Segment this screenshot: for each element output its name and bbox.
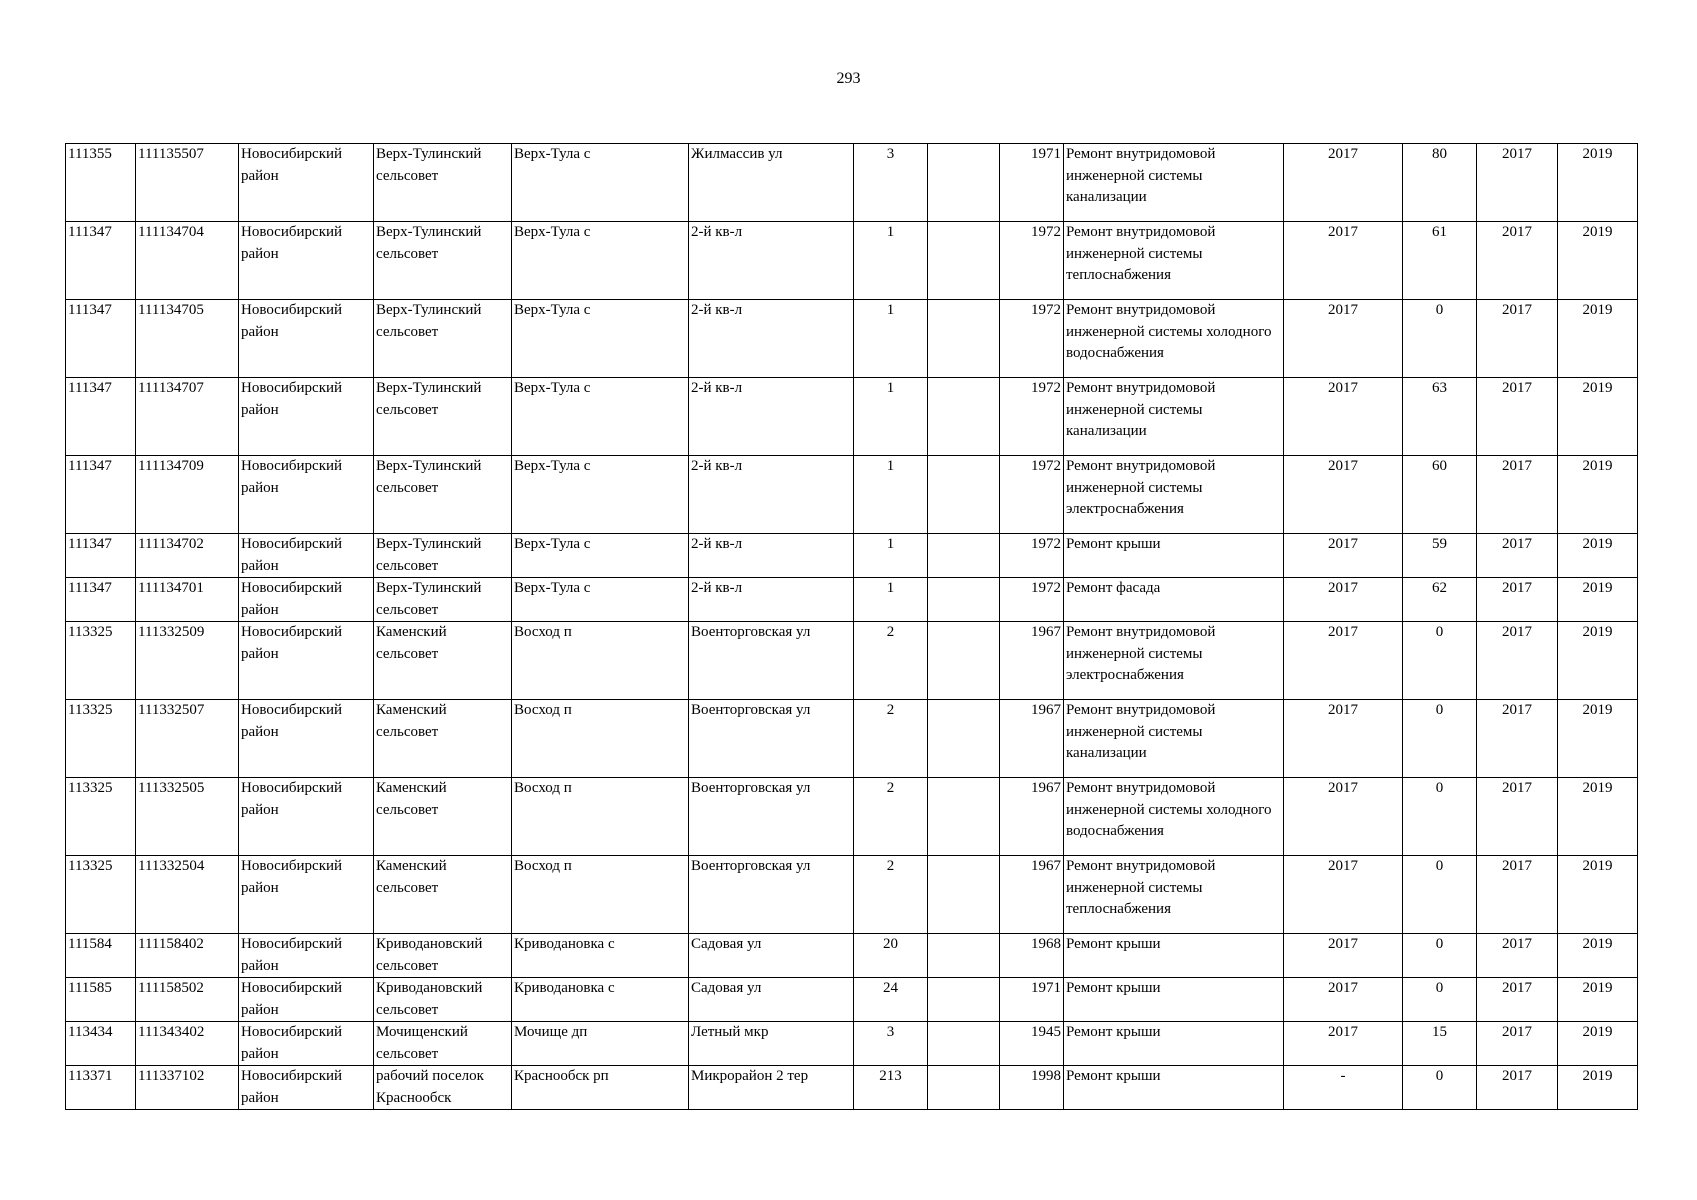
cell-year-1: 2017 xyxy=(1284,934,1403,978)
cell-locality: Восход п xyxy=(512,700,689,778)
cell-work-type: Ремонт внутридомовой инженерной системы холодного водоснабжения xyxy=(1064,300,1284,378)
cell-locality: Восход п xyxy=(512,778,689,856)
cell-district: Новосибирский район xyxy=(239,456,374,534)
cell-year-end: 2019 xyxy=(1558,934,1638,978)
page-number: 293 xyxy=(836,70,861,87)
cell-year-end: 2019 xyxy=(1558,578,1638,622)
cell-building xyxy=(928,456,1000,534)
cell-year-built: 1972 xyxy=(1000,534,1064,578)
cell-year-1: 2017 xyxy=(1284,978,1403,1022)
cell-settlement: Верх-Тулинский сельсовет xyxy=(374,534,512,578)
cell-work-type: Ремонт крыши xyxy=(1064,1066,1284,1110)
cell-year-1: 2017 xyxy=(1284,578,1403,622)
cell-street: Летный мкр xyxy=(689,1022,854,1066)
cell-year-end: 2019 xyxy=(1558,222,1638,300)
cell-house-id: 113325 xyxy=(66,622,136,700)
cell-locality: Верх-Тула с xyxy=(512,378,689,456)
cell-value: 0 xyxy=(1403,978,1477,1022)
cell-work-id: 111134707 xyxy=(136,378,239,456)
cell-house-id: 113325 xyxy=(66,778,136,856)
cell-house-number: 213 xyxy=(854,1066,928,1110)
cell-value: 60 xyxy=(1403,456,1477,534)
cell-street: Военторговская ул xyxy=(689,856,854,934)
cell-work-type: Ремонт крыши xyxy=(1064,934,1284,978)
cell-year-built: 1972 xyxy=(1000,456,1064,534)
cell-value: 0 xyxy=(1403,934,1477,978)
cell-house-id: 111347 xyxy=(66,222,136,300)
cell-year-start: 2017 xyxy=(1477,856,1558,934)
cell-district: Новосибирский район xyxy=(239,534,374,578)
cell-work-id: 111134702 xyxy=(136,534,239,578)
cell-year-start: 2017 xyxy=(1477,1022,1558,1066)
cell-district: Новосибирский район xyxy=(239,700,374,778)
cell-street: Военторговская ул xyxy=(689,622,854,700)
table-row xyxy=(66,300,1638,378)
cell-settlement: Каменский сельсовет xyxy=(374,622,512,700)
table-row xyxy=(66,578,1638,622)
cell-street: 2-й кв-л xyxy=(689,222,854,300)
cell-work-type: Ремонт крыши xyxy=(1064,1022,1284,1066)
cell-street: 2-й кв-л xyxy=(689,300,854,378)
cell-work-type: Ремонт внутридомовой инженерной системы холодного водоснабжения xyxy=(1064,778,1284,856)
table-row xyxy=(66,456,1638,534)
cell-work-type: Ремонт крыши xyxy=(1064,978,1284,1022)
cell-district: Новосибирский район xyxy=(239,934,374,978)
cell-street: 2-й кв-л xyxy=(689,578,854,622)
cell-year-1: 2017 xyxy=(1284,622,1403,700)
cell-building xyxy=(928,222,1000,300)
cell-year-end: 2019 xyxy=(1558,456,1638,534)
cell-house-id: 111347 xyxy=(66,534,136,578)
cell-district: Новосибирский район xyxy=(239,622,374,700)
cell-building xyxy=(928,622,1000,700)
cell-house-number: 20 xyxy=(854,934,928,978)
cell-building xyxy=(928,778,1000,856)
cell-year-1: 2017 xyxy=(1284,534,1403,578)
cell-street: 2-й кв-л xyxy=(689,534,854,578)
cell-house-id: 111347 xyxy=(66,578,136,622)
cell-house-number: 3 xyxy=(854,144,928,222)
cell-building xyxy=(928,534,1000,578)
cell-year-end: 2019 xyxy=(1558,300,1638,378)
cell-year-built: 1972 xyxy=(1000,378,1064,456)
cell-year-start: 2017 xyxy=(1477,934,1558,978)
cell-year-start: 2017 xyxy=(1477,1066,1558,1110)
cell-locality: Мочище дп xyxy=(512,1022,689,1066)
cell-house-number: 3 xyxy=(854,1022,928,1066)
cell-building xyxy=(928,1066,1000,1110)
cell-building xyxy=(928,578,1000,622)
cell-work-id: 111332505 xyxy=(136,778,239,856)
cell-settlement: Верх-Тулинский сельсовет xyxy=(374,456,512,534)
cell-settlement: Каменский сельсовет xyxy=(374,856,512,934)
cell-street: Военторговская ул xyxy=(689,700,854,778)
cell-year-end: 2019 xyxy=(1558,144,1638,222)
cell-house-number: 2 xyxy=(854,700,928,778)
cell-street: Жилмассив ул xyxy=(689,144,854,222)
cell-work-type: Ремонт внутридомовой инженерной системы теплоснабжения xyxy=(1064,856,1284,934)
cell-district: Новосибирский район xyxy=(239,1066,374,1110)
cell-value: 0 xyxy=(1403,700,1477,778)
cell-year-start: 2017 xyxy=(1477,778,1558,856)
cell-settlement: Верх-Тулинский сельсовет xyxy=(374,222,512,300)
cell-value: 0 xyxy=(1403,1066,1477,1110)
cell-house-number: 1 xyxy=(854,534,928,578)
cell-year-built: 1971 xyxy=(1000,978,1064,1022)
cell-building xyxy=(928,934,1000,978)
cell-year-end: 2019 xyxy=(1558,1066,1638,1110)
cell-value: 0 xyxy=(1403,778,1477,856)
cell-locality: Верх-Тула с xyxy=(512,222,689,300)
cell-year-built: 1968 xyxy=(1000,934,1064,978)
table-row xyxy=(66,778,1638,856)
cell-house-number: 2 xyxy=(854,622,928,700)
cell-year-start: 2017 xyxy=(1477,622,1558,700)
table-row xyxy=(66,622,1638,700)
cell-district: Новосибирский район xyxy=(239,378,374,456)
cell-settlement: рабочий поселок Краснообск xyxy=(374,1066,512,1110)
cell-settlement: Верх-Тулинский сельсовет xyxy=(374,378,512,456)
cell-year-1: - xyxy=(1284,1066,1403,1110)
cell-district: Новосибирский район xyxy=(239,778,374,856)
cell-year-start: 2017 xyxy=(1477,144,1558,222)
cell-house-number: 24 xyxy=(854,978,928,1022)
cell-year-built: 1998 xyxy=(1000,1066,1064,1110)
cell-year-built: 1972 xyxy=(1000,300,1064,378)
cell-year-start: 2017 xyxy=(1477,222,1558,300)
cell-work-id: 111332509 xyxy=(136,622,239,700)
cell-district: Новосибирский район xyxy=(239,300,374,378)
cell-work-id: 111134704 xyxy=(136,222,239,300)
cell-locality: Восход п xyxy=(512,622,689,700)
cell-locality: Верх-Тула с xyxy=(512,144,689,222)
cell-work-type: Ремонт крыши xyxy=(1064,534,1284,578)
cell-house-id: 111347 xyxy=(66,456,136,534)
cell-year-built: 1945 xyxy=(1000,1022,1064,1066)
table-row xyxy=(66,378,1638,456)
cell-work-id: 111134709 xyxy=(136,456,239,534)
cell-year-start: 2017 xyxy=(1477,578,1558,622)
table-row xyxy=(66,700,1638,778)
cell-work-id: 111332504 xyxy=(136,856,239,934)
cell-work-id: 111135507 xyxy=(136,144,239,222)
cell-year-end: 2019 xyxy=(1558,1022,1638,1066)
cell-settlement: Мочищенский сельсовет xyxy=(374,1022,512,1066)
table-row xyxy=(66,222,1638,300)
cell-year-1: 2017 xyxy=(1284,778,1403,856)
cell-work-type: Ремонт внутридомовой инженерной системы электроснабжения xyxy=(1064,622,1284,700)
cell-building xyxy=(928,378,1000,456)
cell-street: Садовая ул xyxy=(689,934,854,978)
cell-house-id: 111585 xyxy=(66,978,136,1022)
table-row xyxy=(66,1022,1638,1066)
cell-value: 0 xyxy=(1403,856,1477,934)
cell-work-id: 111134701 xyxy=(136,578,239,622)
cell-year-start: 2017 xyxy=(1477,300,1558,378)
cell-year-start: 2017 xyxy=(1477,456,1558,534)
cell-year-built: 1967 xyxy=(1000,700,1064,778)
cell-building xyxy=(928,1022,1000,1066)
cell-locality: Верх-Тула с xyxy=(512,534,689,578)
cell-house-id: 113434 xyxy=(66,1022,136,1066)
cell-year-end: 2019 xyxy=(1558,856,1638,934)
cell-house-number: 1 xyxy=(854,578,928,622)
cell-year-1: 2017 xyxy=(1284,300,1403,378)
cell-work-type: Ремонт внутридомовой инженерной системы канализации xyxy=(1064,700,1284,778)
cell-street: 2-й кв-л xyxy=(689,456,854,534)
cell-house-number: 1 xyxy=(854,300,928,378)
table-body xyxy=(66,144,1638,1110)
cell-work-type: Ремонт внутридомовой инженерной системы электроснабжения xyxy=(1064,456,1284,534)
cell-house-id: 113371 xyxy=(66,1066,136,1110)
cell-house-number: 2 xyxy=(854,778,928,856)
cell-building xyxy=(928,700,1000,778)
cell-locality: Верх-Тула с xyxy=(512,300,689,378)
cell-settlement: Верх-Тулинский сельсовет xyxy=(374,144,512,222)
cell-house-id: 113325 xyxy=(66,856,136,934)
cell-district: Новосибирский район xyxy=(239,578,374,622)
cell-district: Новосибирский район xyxy=(239,856,374,934)
cell-settlement: Каменский сельсовет xyxy=(374,700,512,778)
cell-house-id: 111584 xyxy=(66,934,136,978)
cell-year-1: 2017 xyxy=(1284,456,1403,534)
cell-house-number: 2 xyxy=(854,856,928,934)
cell-settlement: Каменский сельсовет xyxy=(374,778,512,856)
cell-value: 15 xyxy=(1403,1022,1477,1066)
cell-district: Новосибирский район xyxy=(239,222,374,300)
table-row xyxy=(66,978,1638,1022)
cell-district: Новосибирский район xyxy=(239,978,374,1022)
cell-year-start: 2017 xyxy=(1477,700,1558,778)
cell-work-id: 111343402 xyxy=(136,1022,239,1066)
cell-year-1: 2017 xyxy=(1284,222,1403,300)
cell-house-number: 1 xyxy=(854,378,928,456)
cell-year-built: 1967 xyxy=(1000,856,1064,934)
cell-year-1: 2017 xyxy=(1284,700,1403,778)
cell-building xyxy=(928,300,1000,378)
cell-work-id: 111332507 xyxy=(136,700,239,778)
cell-year-built: 1971 xyxy=(1000,144,1064,222)
table-row xyxy=(66,144,1638,222)
cell-value: 62 xyxy=(1403,578,1477,622)
cell-value: 0 xyxy=(1403,300,1477,378)
register-table xyxy=(65,143,1638,1110)
cell-work-type: Ремонт внутридомовой инженерной системы теплоснабжения xyxy=(1064,222,1284,300)
cell-value: 0 xyxy=(1403,622,1477,700)
cell-locality: Краснообск рп xyxy=(512,1066,689,1110)
cell-locality: Криводановка с xyxy=(512,978,689,1022)
cell-locality: Верх-Тула с xyxy=(512,578,689,622)
cell-year-end: 2019 xyxy=(1558,700,1638,778)
cell-year-start: 2017 xyxy=(1477,534,1558,578)
cell-value: 63 xyxy=(1403,378,1477,456)
cell-year-end: 2019 xyxy=(1558,978,1638,1022)
cell-street: Военторговская ул xyxy=(689,778,854,856)
table-row xyxy=(66,534,1638,578)
cell-street: 2-й кв-л xyxy=(689,378,854,456)
table-row xyxy=(66,1066,1638,1110)
cell-house-id: 111347 xyxy=(66,378,136,456)
cell-work-type: Ремонт внутридомовой инженерной системы канализации xyxy=(1064,144,1284,222)
cell-house-number: 1 xyxy=(854,456,928,534)
cell-locality: Восход п xyxy=(512,856,689,934)
cell-house-id: 113325 xyxy=(66,700,136,778)
cell-work-id: 111134705 xyxy=(136,300,239,378)
cell-value: 59 xyxy=(1403,534,1477,578)
cell-house-number: 1 xyxy=(854,222,928,300)
cell-house-id: 111355 xyxy=(66,144,136,222)
table-row xyxy=(66,856,1638,934)
cell-building xyxy=(928,856,1000,934)
cell-work-type: Ремонт фасада xyxy=(1064,578,1284,622)
table-row xyxy=(66,934,1638,978)
cell-year-built: 1967 xyxy=(1000,622,1064,700)
cell-year-1: 2017 xyxy=(1284,1022,1403,1066)
cell-work-id: 111337102 xyxy=(136,1066,239,1110)
cell-work-id: 111158402 xyxy=(136,934,239,978)
cell-building xyxy=(928,144,1000,222)
cell-year-built: 1967 xyxy=(1000,778,1064,856)
cell-year-end: 2019 xyxy=(1558,378,1638,456)
cell-year-start: 2017 xyxy=(1477,378,1558,456)
cell-house-id: 111347 xyxy=(66,300,136,378)
cell-district: Новосибирский район xyxy=(239,1022,374,1066)
cell-year-built: 1972 xyxy=(1000,222,1064,300)
cell-year-1: 2017 xyxy=(1284,144,1403,222)
cell-street: Садовая ул xyxy=(689,978,854,1022)
cell-settlement: Криводановский сельсовет xyxy=(374,978,512,1022)
cell-work-id: 111158502 xyxy=(136,978,239,1022)
cell-locality: Верх-Тула с xyxy=(512,456,689,534)
cell-year-end: 2019 xyxy=(1558,778,1638,856)
cell-building xyxy=(928,978,1000,1022)
cell-district: Новосибирский район xyxy=(239,144,374,222)
cell-work-type: Ремонт внутридомовой инженерной системы канализации xyxy=(1064,378,1284,456)
cell-settlement: Верх-Тулинский сельсовет xyxy=(374,578,512,622)
cell-value: 61 xyxy=(1403,222,1477,300)
cell-street: Микрорайон 2 тер xyxy=(689,1066,854,1110)
cell-year-end: 2019 xyxy=(1558,622,1638,700)
cell-value: 80 xyxy=(1403,144,1477,222)
cell-year-start: 2017 xyxy=(1477,978,1558,1022)
cell-settlement: Верх-Тулинский сельсовет xyxy=(374,300,512,378)
cell-locality: Криводановка с xyxy=(512,934,689,978)
cell-year-end: 2019 xyxy=(1558,534,1638,578)
cell-year-1: 2017 xyxy=(1284,856,1403,934)
cell-settlement: Криводановский сельсовет xyxy=(374,934,512,978)
cell-year-1: 2017 xyxy=(1284,378,1403,456)
cell-year-built: 1972 xyxy=(1000,578,1064,622)
